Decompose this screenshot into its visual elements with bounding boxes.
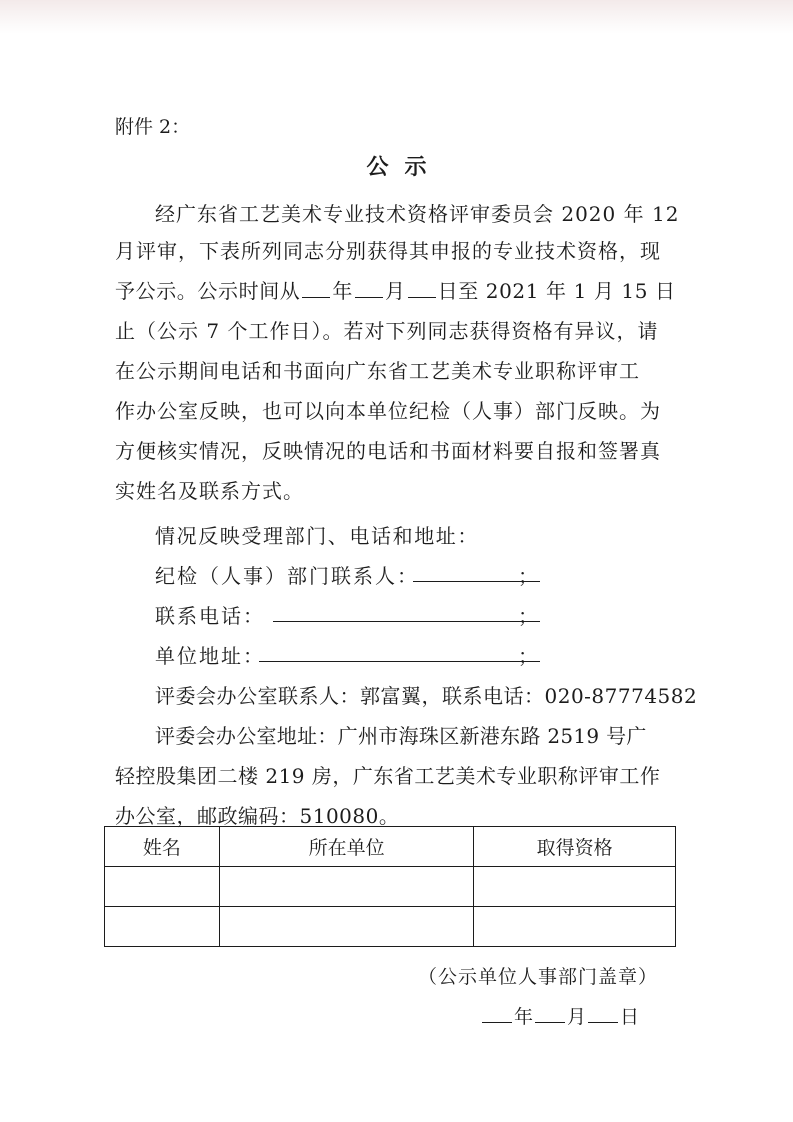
body-line-2: 月评审，下表所列同志分别获得其申报的专业技术资格，现 [115,239,661,263]
office-contact-line: 评委会办公室联系人：郭富翼，联系电话：020-87774582 [155,684,698,708]
contact-person-semicolon: ； [518,564,538,588]
body-line-3-year: 年 [332,279,354,303]
body-line-3-part-a: 予公示。公示时间从 [115,279,301,303]
table-cell [219,907,474,947]
office-address-line-1: 评委会办公室地址：广州市海珠区新港东路 2519 号广 [155,724,647,748]
body-line-5: 在公示期间电话和书面向广东省工艺美术专业职称评审工 [115,359,640,383]
table-cell [105,867,220,907]
office-address-line-3: 办公室，邮政编码：510080。 [115,804,400,828]
body-line-3-month: 月 [385,279,406,303]
date-signature [480,1002,639,1029]
body-line-3-part-d: 日至 2021 年 1 月 15 日 [437,279,676,303]
contact-person-label: 纪检（人事）部门联系人： [155,564,419,588]
body-line-4: 止（公示 7 个工作日）。若对下列同志获得资格有异议，请 [115,319,659,343]
blank-year [302,281,330,298]
phone-semicolon: ； [518,604,538,628]
address-label: 单位地址： [155,644,265,668]
address-semicolon: ； [518,644,538,668]
body-line-6: 作办公室反映，也可以向本单位纪检（人事）部门反映。为 [115,399,661,423]
table-row [105,907,676,947]
blank-sign-day [588,1006,618,1023]
scan-edge-tint [0,0,793,34]
sign-year: 年 [514,1006,534,1028]
office-address-line-2: 轻控股集团二楼 219 房，广东省工艺美术专业职称评审工作 [115,764,661,788]
body-line-8: 实姓名及联系方式。 [115,479,304,503]
phone-label: 联系电话： [155,604,265,628]
phone-underline [273,621,540,622]
sign-day: 日 [620,1006,640,1028]
header-unit: 所在单位 [219,827,474,867]
blank-month [355,281,383,298]
attachment-label: 附件 2： [115,116,191,138]
table-cell [474,907,676,947]
body-line-1: 经广东省工艺美术专业技术资格评审委员会 2020 年 12 [155,202,680,226]
table-row [105,867,676,907]
blank-sign-month [535,1006,565,1023]
body-line-7: 方便核实情况，反映情况的电话和书面材料要自报和签署真 [115,439,661,463]
blank-sign-year [482,1006,512,1023]
address-underline [259,661,540,662]
header-name: 姓名 [105,827,220,867]
contact-heading: 情况反映受理部门、电话和地址： [155,524,479,548]
publicity-table [104,826,676,947]
table-cell [219,867,474,907]
table-header-row [105,827,676,867]
blank-day [408,281,436,298]
sign-month: 月 [567,1006,587,1028]
header-qualification: 取得资格 [474,827,676,867]
stamp-note: （公示单位人事部门盖章） [418,966,659,988]
table-cell [474,867,676,907]
table-cell [105,907,220,947]
body-line-3 [115,275,676,304]
page-title: 公示 [366,154,443,180]
